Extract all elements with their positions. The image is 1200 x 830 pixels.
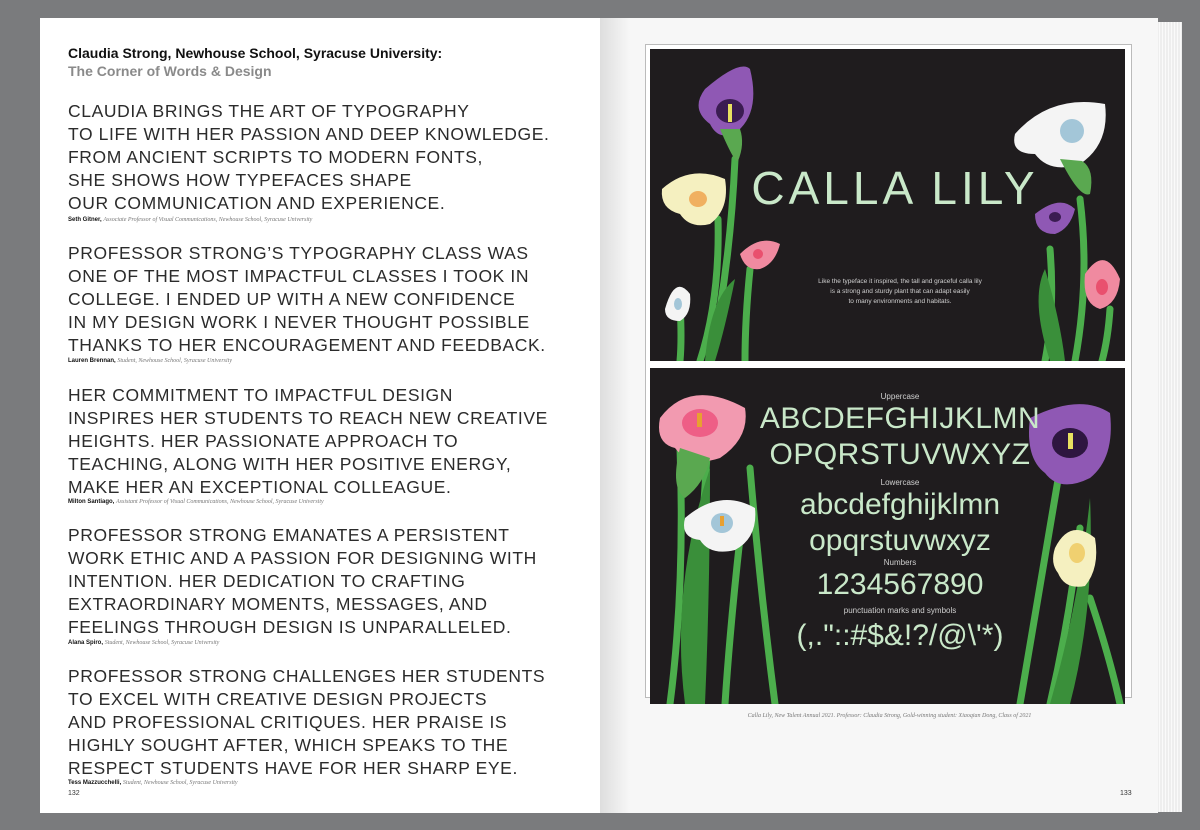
testimonial-quote: PROFESSOR STRONG CHALLENGES HER STUDENTS TO EXCEL WITH CREATIVE DESIGN PROJECTS AND PROFESSIONAL CRITIQUES. HER PRAISE IS HIGHLY SOUGHT AFTER, WHICH SPEAKS TO THE RESPECT STUDENTS HAVE FOR HER SHARP EYE.	[68, 666, 546, 778]
poster-blurb: Like the typeface it inspired, the tall and graceful calla lily is a strong and sturdy plant that can adapt easily to many environments and habitats.	[818, 278, 982, 305]
article-subheading: The Corner of Words & Design	[68, 63, 272, 79]
page-number-right: 133	[1120, 790, 1132, 797]
attribution-name: Tess Mazzucchelli,	[68, 780, 122, 786]
purple-lily-icon	[699, 67, 754, 162]
pink-lily-icon	[740, 241, 780, 270]
testimonial-attribution	[68, 217, 312, 223]
punctuation-line: (,."::#$&!?/@\'*)	[796, 619, 1004, 652]
attribution-role: Associate Professor of Visual Communications, Newhouse School, Syracuse University	[103, 217, 313, 223]
lowercase-label: Lowercase	[880, 478, 920, 487]
poster-frame	[645, 44, 1132, 719]
punctuation-label: punctuation marks and symbols	[843, 606, 957, 615]
page-number-left: 132	[68, 790, 80, 797]
article-heading: Claudia Strong, Newhouse School, Syracuse University:	[68, 45, 443, 61]
poster-bottom-panel	[650, 368, 1125, 704]
poster-caption: Calla Lily, New Talent Annual 2021. Professor: Claudia Strong, Gold-winning student: Xiaoqian Dong, Class of 2021	[747, 713, 1032, 719]
testimonial-quote: PROFESSOR STRONG EMANATES A PERSISTENT WORK ETHIC AND A PASSION FOR DESIGNING WITH INTENTION. HER DEDICATION TO CRAFTING EXTRAORDINARY MOMENTS, MESSAGES, AND FEELINGS THROUGH DESIGN IS UNPARALLELED.	[68, 525, 537, 637]
testimonial-attribution	[68, 640, 219, 646]
testimonial-quote: PROFESSOR STRONG’S TYPOGRAPHY CLASS WAS ONE OF THE MOST IMPACTFUL CLASSES I TOOK IN COLLEGE. I ENDED UP WITH A NEW CONFIDENCE IN MY DESIGN WORK I NEVER THOUGHT POSSIBLE THANKS TO HER ENCOURAGEMENT AND FEEDBACK.	[68, 243, 546, 355]
attribution-name: Milton Santiago,	[68, 499, 115, 505]
right-page	[600, 18, 1158, 813]
testimonial-attribution	[68, 499, 324, 505]
leaf-icon	[681, 468, 710, 704]
poster-top-panel	[650, 49, 1125, 361]
attribution-name: Alana Spiro,	[68, 640, 104, 646]
attribution-role: Student, Newhouse School, Syracuse University	[122, 780, 238, 786]
uppercase-line-2: OPQRSTUVWXYZ	[769, 438, 1031, 471]
spine-shadow	[600, 18, 630, 813]
numbers-line: 1234567890	[816, 568, 984, 601]
attribution-name: Seth Gitner,	[68, 217, 102, 223]
testimonial-quote: CLAUDIA BRINGS THE ART OF TYPOGRAPHY TO LIFE WITH HER PASSION AND DEEP KNOWLEDGE. FROM ANCIENT SCRIPTS TO MODERN FONTS, SHE SHOWS HOW TYPEFACES SHAPE OUR COMMUNICATION AND EXPERIENCE.	[68, 101, 550, 213]
testimonial-quote: HER COMMITMENT TO IMPACTFUL DESIGN INSPIRES HER STUDENTS TO REACH NEW CREATIVE HEIGHTS. HER PASSIONATE APPROACH TO TEACHING, ALONG WITH HER POSITIVE ENERGY, MAKE HER AN EXCEPTIONAL COLLEAGUE.	[68, 385, 548, 497]
attribution-role: Assistant Professor of Visual Communications, Newhouse School, Syracuse University	[116, 499, 324, 505]
lowercase-line-2: opqrstuvwxyz	[809, 524, 991, 557]
pink-right-lily-icon	[1085, 260, 1120, 309]
small-white-lily-icon	[665, 287, 690, 321]
cream-lily-icon	[662, 173, 726, 225]
testimonial-attribution	[68, 780, 238, 786]
numbers-label: Numbers	[883, 558, 917, 567]
small-purple-lily-icon	[1035, 203, 1075, 234]
testimonial-attribution	[68, 358, 232, 364]
poster-title: CALLA LILY	[751, 162, 1039, 214]
left-page	[40, 18, 600, 813]
uppercase-label: Uppercase	[880, 392, 920, 401]
attribution-name: Lauren Brennan,	[68, 358, 116, 364]
page-edges	[1158, 22, 1182, 812]
lowercase-line-1: abcdefghijklmn	[799, 488, 1001, 521]
uppercase-line-1: ABCDEFGHIJKLMN	[759, 402, 1041, 435]
attribution-role: Student, Newhouse School, Syracuse University	[104, 640, 220, 646]
cream-lily-icon	[1053, 530, 1096, 587]
attribution-role: Student, Newhouse School, Syracuse University	[117, 358, 233, 364]
